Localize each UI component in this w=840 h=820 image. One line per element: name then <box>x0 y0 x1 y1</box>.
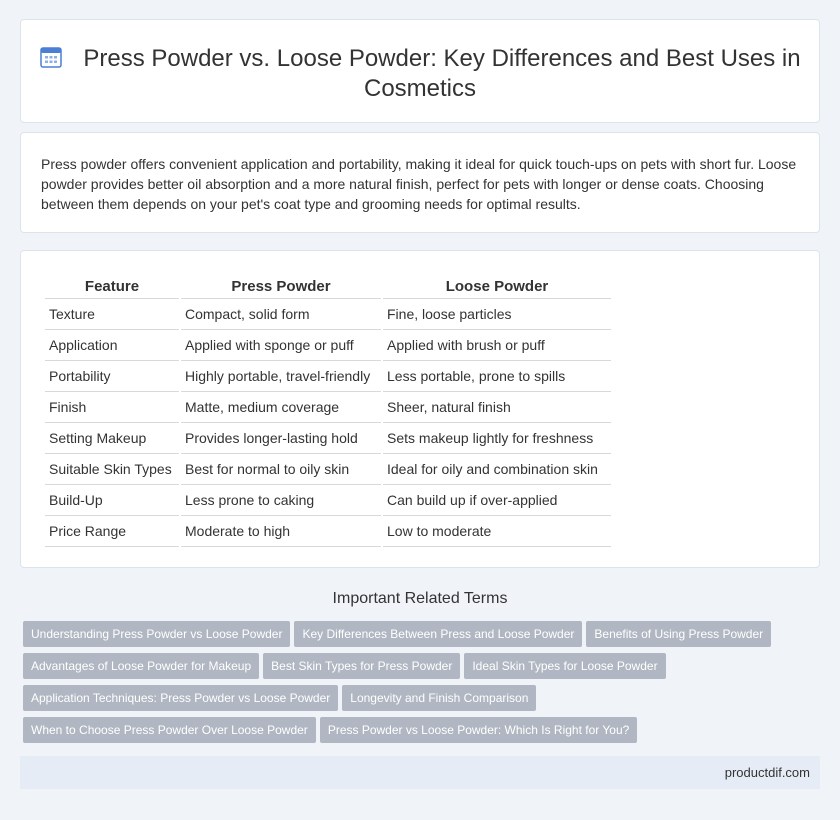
cell-loose: Low to moderate <box>383 516 611 547</box>
header-card <box>20 19 820 123</box>
cell-feature: Suitable Skin Types <box>45 454 179 485</box>
page-title <box>21 44 819 104</box>
table-row <box>45 392 611 423</box>
table-header-row <box>45 275 611 299</box>
cell-press: Matte, medium coverage <box>181 392 381 423</box>
cell-feature: Setting Makeup <box>45 423 179 454</box>
table-row <box>45 299 611 330</box>
related-term-tag[interactable]: When to Choose Press Powder Over Loose Powder <box>23 717 316 743</box>
related-term-tag[interactable]: Application Techniques: Press Powder vs Loose Powder <box>23 685 338 711</box>
cell-feature: Texture <box>45 299 179 330</box>
header-loose-powder: Loose Powder <box>383 275 611 299</box>
comparison-card <box>20 250 820 568</box>
related-term-tag[interactable]: Advantages of Loose Powder for Makeup <box>23 653 259 679</box>
related-term-tag[interactable]: Key Differences Between Press and Loose Powder <box>294 621 582 647</box>
cell-loose: Can build up if over-applied <box>383 485 611 516</box>
table-row <box>45 485 611 516</box>
cell-press: Less prone to caking <box>181 485 381 516</box>
cell-feature: Application <box>45 330 179 361</box>
table-row <box>45 423 611 454</box>
cell-press: Provides longer-lasting hold <box>181 423 381 454</box>
cell-loose: Sheer, natural finish <box>383 392 611 423</box>
related-terms-list <box>23 621 823 749</box>
cell-loose: Ideal for oily and combination skin <box>383 454 611 485</box>
related-term-tag[interactable]: Benefits of Using Press Powder <box>586 621 771 647</box>
footer <box>20 756 820 789</box>
table-row <box>45 454 611 485</box>
cell-feature: Price Range <box>45 516 179 547</box>
related-term-tag[interactable]: Understanding Press Powder vs Loose Powder <box>23 621 290 647</box>
cell-loose: Applied with brush or puff <box>383 330 611 361</box>
header-feature: Feature <box>45 275 179 299</box>
related-terms-heading: Important Related Terms <box>332 590 508 607</box>
calendar-icon <box>39 45 63 69</box>
title-line-1: Press Powder vs. Loose Powder: Key Differences and Best Uses in <box>83 45 801 72</box>
table-row <box>45 361 611 392</box>
related-term-tag[interactable]: Press Powder vs Loose Powder: Which Is Right for You? <box>320 717 637 743</box>
table-row <box>45 516 611 547</box>
title-line-2: Cosmetics <box>363 75 477 102</box>
related-term-tag[interactable]: Ideal Skin Types for Loose Powder <box>464 653 665 679</box>
comparison-table <box>43 275 613 547</box>
header-press-powder: Press Powder <box>181 275 381 299</box>
cell-feature: Build-Up <box>45 485 179 516</box>
cell-press: Moderate to high <box>181 516 381 547</box>
cell-loose: Sets makeup lightly for freshness <box>383 423 611 454</box>
cell-press: Applied with sponge or puff <box>181 330 381 361</box>
cell-loose: Fine, loose particles <box>383 299 611 330</box>
cell-press: Compact, solid form <box>181 299 381 330</box>
cell-press: Best for normal to oily skin <box>181 454 381 485</box>
intro-card <box>20 132 820 233</box>
intro-paragraph: Press powder offers convenient application and portability, making it ideal for quick touch-ups on pets with short fur. Loose powder provides better oil absorption and a more natural finish, perfect for pets with longer or dense coats. Choosing between them depends on your pet's coat type and grooming needs for optimal results. <box>41 156 797 212</box>
cell-feature: Portability <box>45 361 179 392</box>
cell-feature: Finish <box>45 392 179 423</box>
cell-loose: Less portable, prone to spills <box>383 361 611 392</box>
footer-site-link[interactable]: productdif.com <box>724 765 810 780</box>
related-term-tag[interactable]: Best Skin Types for Press Powder <box>263 653 460 679</box>
related-term-tag[interactable]: Longevity and Finish Comparison <box>342 685 536 711</box>
table-row <box>45 330 611 361</box>
cell-press: Highly portable, travel-friendly <box>181 361 381 392</box>
